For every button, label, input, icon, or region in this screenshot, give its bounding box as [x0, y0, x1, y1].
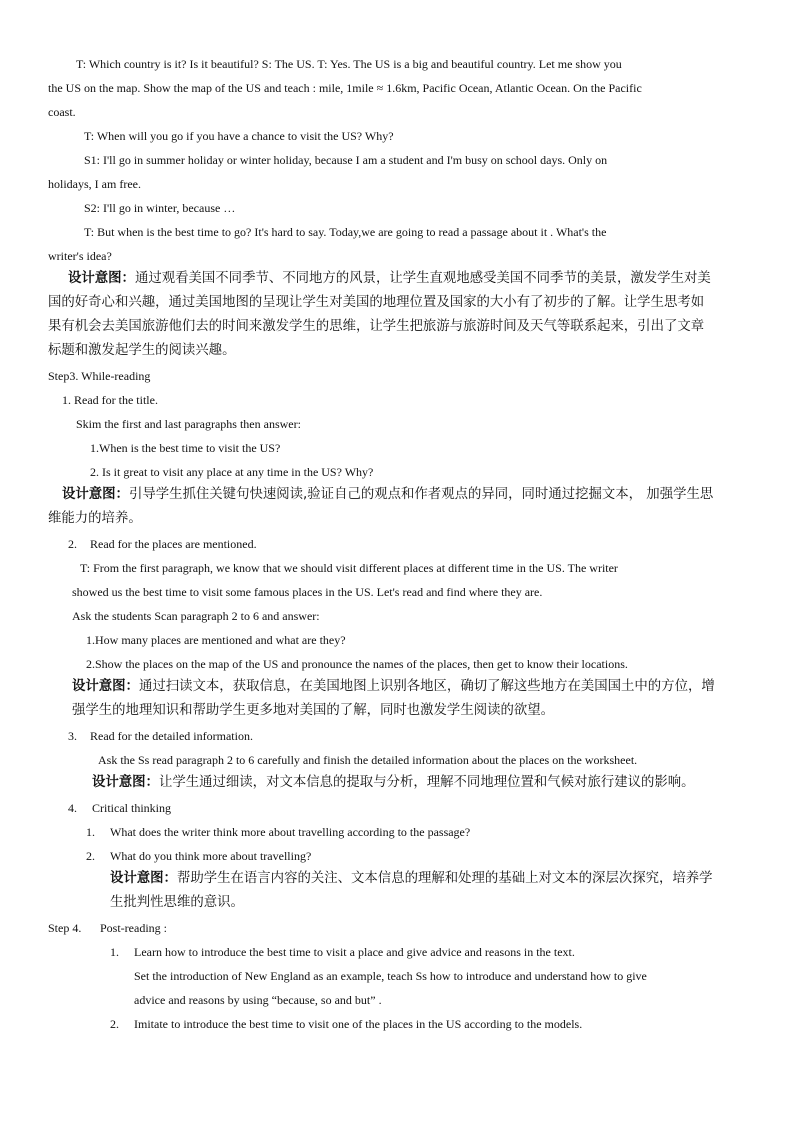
dialogue-line: T: Which country is it? Is it beautiful? S: The US. T: Yes. The US is a big and beautiful country. Let me show you	[76, 57, 622, 71]
dialogue-line: the US on the map. Show the map of the US and teach : mile, 1mile ≈ 1.6km, Pacific Ocean, Atlantic Ocean. On the Pacific	[48, 81, 642, 95]
design-intent-text: 国的好奇心和兴趣，通过美国地图的呈现让学生对美国的地理位置及国家的大小有了初步的了解。让学生思考如	[48, 295, 705, 310]
question-line: What does the writer think more about travelling according to the passage?	[110, 825, 471, 839]
dialogue-line: S1: I'll go in summer holiday or winter holiday, because I am a student and I'm busy on school days. Only on	[84, 153, 608, 167]
list-item: Learn how to introduce the best time to visit a place and give advice and reasons in the text.	[134, 945, 575, 959]
design-intent-paragraph	[92, 771, 695, 795]
list-item-number: 1.	[86, 825, 95, 839]
design-intent-paragraph	[62, 483, 713, 507]
design-intent-text: 通过观看美国不同季节、不同地方的风景，让学生直观地感受美国不同季节的美景，激发学生对美	[134, 271, 711, 286]
design-intent-text: 标题和激发起学生的阅读兴趣。	[48, 343, 236, 358]
list-item: Critical thinking	[92, 801, 171, 815]
list-item: Read for the detailed information.	[90, 729, 253, 743]
list-item-number: 2.	[86, 849, 95, 863]
dialogue-line: T: But when is the best time to go? It's hard to say. Today,we are going to read a passage about it . What's the	[84, 225, 607, 239]
design-intent-text: 果有机会去美国旅游他们去的时间来激发学生的思维，让学生把旅游与旅游时间及天气等联系起来，引出了文章	[48, 319, 705, 334]
list-item-number: 3.	[68, 729, 77, 743]
question-line: What do you think more about travelling?	[110, 849, 312, 863]
design-intent-label: 设计意图：	[68, 271, 135, 286]
step-heading: Step3. While-reading	[48, 369, 151, 383]
list-item: Set the introduction of New England as an example, teach Ss how to introduce and understand how to give	[134, 969, 647, 983]
list-item: advice and reasons by using “because, so and but” .	[134, 993, 382, 1007]
list-item-number: 4.	[68, 801, 77, 815]
design-intent-text: 通过扫读文本，获取信息，在美国地图上识别各地区，确切了解这些地方在美国国土中的方位，增	[138, 679, 715, 694]
dialogue-line: writer's idea?	[48, 249, 112, 263]
design-intent-paragraph	[68, 267, 711, 291]
dialogue-line: S2: I'll go in winter, because …	[84, 201, 236, 215]
instruction-line: Ask the students Scan paragraph 2 to 6 and answer:	[72, 609, 320, 623]
instruction-line: Skim the first and last paragraphs then answer:	[76, 417, 301, 431]
list-item-number: 2.	[110, 1017, 119, 1031]
dialogue-line: T: When will you go if you have a chance to visit the US? Why?	[84, 129, 394, 143]
design-intent-label: 设计意图：	[62, 487, 129, 502]
question-line: 2. Is it great to visit any place at any time in the US? Why?	[90, 465, 374, 479]
dialogue-line: holidays, I am free.	[48, 177, 141, 191]
dialogue-line: coast.	[48, 105, 76, 119]
design-intent-label: 设计意图：	[110, 871, 177, 886]
list-item: 1. Read for the title.	[62, 393, 158, 407]
design-intent-text: 引导学生抓住关键句快速阅读,验证自己的观点和作者观点的异同，同时通过挖掘文本， 加强学生思	[128, 487, 714, 502]
question-line: 1.When is the best time to visit the US?	[90, 441, 281, 455]
question-line: 1.How many places are mentioned and what are they?	[86, 633, 346, 647]
list-item: Imitate to introduce the best time to visit one of the places in the US according to the models.	[134, 1017, 583, 1031]
design-intent-text: 强学生的地理知识和帮助学生更多地对美国的了解，同时也激发学生阅读的欲望。	[72, 703, 555, 718]
list-item: Read for the places are mentioned.	[90, 537, 257, 551]
list-item-number: 1.	[110, 945, 119, 959]
instruction-line: Ask the Ss read paragraph 2 to 6 carefully and finish the detailed information about the places on the worksheet.	[98, 753, 638, 767]
dialogue-line: showed us the best time to visit some famous places in the US. Let's read and find where they are.	[72, 585, 543, 599]
design-intent-text: 生批判性思维的意识。	[110, 895, 244, 910]
design-intent-paragraph	[72, 675, 715, 699]
design-intent-label: 设计意图：	[92, 775, 159, 790]
design-intent-text: 让学生通过细读，对文本信息的提取与分析，理解不同地理位置和气候对旅行建议的影响。	[158, 775, 695, 790]
dialogue-line: T: From the first paragraph, we know that we should visit different places at different time in the US. The writer	[80, 561, 618, 575]
design-intent-label: 设计意图：	[72, 679, 139, 694]
design-intent-text: 帮助学生在语言内容的关注、文本信息的理解和处理的基础上对文本的深层次探究，培养学	[176, 871, 713, 886]
question-line: 2.Show the places on the map of the US and pronounce the names of the places, then get to know their locations.	[86, 657, 628, 671]
design-intent-text: 维能力的培养。	[48, 511, 142, 526]
step-number: Step 4.	[48, 921, 82, 935]
list-item-number: 2.	[68, 537, 77, 551]
step-heading: Post-reading :	[100, 921, 167, 935]
design-intent-paragraph	[110, 867, 713, 891]
